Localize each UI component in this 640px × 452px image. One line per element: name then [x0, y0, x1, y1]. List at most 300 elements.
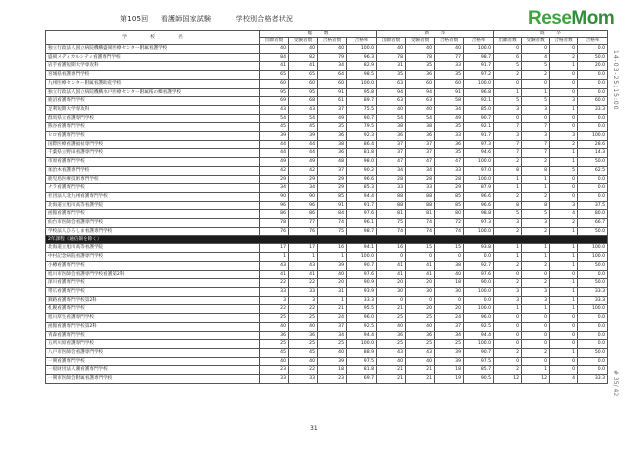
value-cell: 42: [260, 166, 289, 175]
value-cell: 33: [289, 287, 318, 296]
value-cell: 45: [289, 123, 318, 132]
value-cell: 0: [550, 71, 578, 80]
value-cell: 20: [406, 279, 435, 288]
value-cell: 42: [289, 166, 318, 175]
value-cell: 12: [494, 375, 522, 384]
table-row: [46, 253, 608, 262]
value-cell: 63: [377, 97, 406, 106]
value-cell: 75: [318, 227, 347, 236]
school-name-cell: 市原看護専門学校: [46, 158, 260, 167]
value-cell: 98.0: [347, 158, 377, 167]
value-cell: 0: [494, 79, 522, 88]
value-cell: 12: [522, 375, 550, 384]
value-cell: 90.7: [347, 261, 377, 270]
value-cell: 88: [377, 201, 406, 210]
school-name-cell: 札幌看護専門学校: [46, 305, 260, 314]
value-cell: 85.7: [464, 366, 494, 375]
value-cell: 77: [289, 219, 318, 228]
column-header: 合格者数: [435, 38, 464, 45]
value-cell: 35: [406, 62, 435, 71]
value-cell: 0.0: [578, 123, 608, 132]
value-cell: 100.0: [578, 305, 608, 314]
value-cell: 0: [550, 123, 578, 132]
value-cell: 44: [289, 140, 318, 149]
value-cell: 100.0: [347, 253, 377, 262]
value-cell: 3: [494, 132, 522, 141]
value-cell: 94.6: [464, 149, 494, 158]
value-cell: 0.0: [578, 79, 608, 88]
value-cell: 0: [550, 322, 578, 331]
value-cell: 82.9: [347, 62, 377, 71]
value-cell: 66.7: [578, 219, 608, 228]
value-cell: 68: [289, 97, 318, 106]
value-cell: 25: [406, 314, 435, 323]
value-cell: 30: [406, 287, 435, 296]
column-header: 合格率: [578, 38, 608, 45]
value-cell: 17: [260, 244, 289, 253]
school-name-cell: 学校法人ひろしま看護専門学校: [46, 227, 260, 236]
value-cell: 50.0: [578, 348, 608, 357]
value-cell: 37: [435, 322, 464, 331]
value-cell: 7: [522, 140, 550, 149]
group-label: 既: [540, 31, 545, 36]
value-cell: 25: [318, 340, 347, 349]
school-name-cell: 熊谷看護専門学校: [46, 123, 260, 132]
value-cell: 69.7: [347, 375, 377, 384]
value-cell: 33.3: [578, 287, 608, 296]
value-cell: 3: [494, 296, 522, 305]
value-cell: 20.0: [578, 62, 608, 71]
value-cell: 3: [550, 132, 578, 141]
value-cell: 0: [550, 192, 578, 201]
value-cell: 37: [318, 105, 347, 114]
table-body-3year: [46, 45, 608, 236]
value-cell: 96.6: [464, 192, 494, 201]
table-row: [46, 287, 608, 296]
table-row: [46, 53, 608, 62]
value-cell: 2: [494, 279, 522, 288]
value-cell: 91: [318, 88, 347, 97]
value-cell: 96: [289, 201, 318, 210]
school-name-cell: 仙台市医師会看護専門学校: [46, 219, 260, 228]
value-cell: 96.0: [347, 314, 377, 323]
value-cell: 31: [318, 287, 347, 296]
value-cell: 77: [435, 53, 464, 62]
value-cell: 94: [406, 88, 435, 97]
value-cell: 81.8: [347, 366, 377, 375]
value-cell: 100.0: [347, 79, 377, 88]
value-cell: 15: [435, 244, 464, 253]
value-cell: 98.8: [464, 210, 494, 219]
column-header: 合格率: [464, 38, 494, 45]
school-name-cell: 加治木看護専門学校: [46, 166, 260, 175]
table-row: [46, 192, 608, 201]
value-cell: 6: [494, 53, 522, 62]
value-cell: 3: [494, 105, 522, 114]
value-cell: 78: [377, 53, 406, 62]
school-name-cell: ナラ看護専門学校: [46, 184, 260, 193]
value-cell: 40: [406, 45, 435, 54]
value-cell: 30: [435, 287, 464, 296]
value-cell: 2: [522, 227, 550, 236]
value-cell: 34: [318, 62, 347, 71]
value-cell: 22: [260, 279, 289, 288]
value-cell: 33: [406, 184, 435, 193]
value-cell: 40: [318, 270, 347, 279]
value-cell: 20: [318, 279, 347, 288]
value-cell: 33: [289, 375, 318, 384]
table-row: [46, 270, 608, 279]
value-cell: 16: [318, 244, 347, 253]
value-cell: 29: [318, 184, 347, 193]
value-cell: 93.9: [347, 287, 377, 296]
value-cell: 2: [550, 53, 578, 62]
exam-subject: 看護師国家試験: [160, 15, 212, 23]
value-cell: 97.6: [347, 210, 377, 219]
table-row: [46, 45, 608, 54]
value-cell: 2: [494, 71, 522, 80]
value-cell: 41: [289, 62, 318, 71]
exam-number: 第105回: [120, 15, 149, 23]
value-cell: 3: [522, 105, 550, 114]
value-cell: 45: [289, 348, 318, 357]
value-cell: 1: [318, 296, 347, 305]
value-cell: 50.0: [578, 53, 608, 62]
value-cell: 88: [406, 201, 435, 210]
table-row: [46, 261, 608, 270]
value-cell: 81.8: [347, 149, 377, 158]
school-name-cell: 足利短期大学専攻科: [46, 105, 260, 114]
value-cell: 80: [435, 210, 464, 219]
value-cell: 4: [550, 375, 578, 384]
value-cell: 81: [377, 210, 406, 219]
value-cell: 33.3: [578, 296, 608, 305]
value-cell: 43: [406, 348, 435, 357]
value-cell: 0: [550, 45, 578, 54]
table-row: [46, 375, 608, 384]
value-cell: 37: [406, 140, 435, 149]
value-cell: 76: [289, 227, 318, 236]
value-cell: 18: [435, 366, 464, 375]
value-cell: 0.0: [578, 340, 608, 349]
value-cell: 91: [318, 201, 347, 210]
resemom-logo: [528, 8, 614, 30]
value-cell: 49: [260, 158, 289, 167]
value-cell: 40: [318, 348, 347, 357]
value-cell: 94.4: [347, 192, 377, 201]
table-row: [46, 201, 608, 210]
value-cell: 1: [494, 244, 522, 253]
value-cell: 85.3: [347, 184, 377, 193]
school-name-cell: 旭川厚生看護専門学校: [46, 314, 260, 323]
column-header: 受験者数: [406, 38, 435, 45]
value-cell: 7: [522, 123, 550, 132]
table-row: [46, 97, 608, 106]
value-cell: 1: [550, 62, 578, 71]
value-cell: 97.6: [464, 270, 494, 279]
value-cell: 7: [522, 149, 550, 158]
value-cell: 0: [494, 340, 522, 349]
table-row: [46, 244, 608, 253]
value-cell: 40: [289, 45, 318, 54]
table-row: [46, 357, 608, 366]
value-cell: 74: [406, 219, 435, 228]
value-cell: 0: [406, 296, 435, 305]
value-cell: 74: [406, 227, 435, 236]
value-cell: 39: [260, 132, 289, 141]
value-cell: 96: [260, 201, 289, 210]
value-cell: 1: [550, 287, 578, 296]
value-cell: 29: [318, 175, 347, 184]
value-cell: 90.2: [347, 166, 377, 175]
value-cell: 41: [406, 270, 435, 279]
table-header: [46, 31, 608, 45]
table-row: [46, 166, 608, 175]
value-cell: 1: [289, 253, 318, 262]
value-cell: 96.6: [464, 201, 494, 210]
value-cell: 21: [406, 366, 435, 375]
value-cell: 100.0: [464, 305, 494, 314]
value-cell: 47: [435, 158, 464, 167]
value-cell: 41: [260, 270, 289, 279]
table-row: [46, 184, 608, 193]
value-cell: 37.5: [578, 201, 608, 210]
column-header: 合格率: [347, 38, 377, 45]
value-cell: 1: [318, 253, 347, 262]
value-cell: 100.0: [464, 227, 494, 236]
group-label: 卒: [440, 31, 446, 36]
school-name-cell: 鹿児島医療技術専門学校: [46, 175, 260, 184]
table-row: [46, 88, 608, 97]
table-row: [46, 158, 608, 167]
value-cell: 0: [550, 366, 578, 375]
document-title: 学校別合格者状況: [235, 15, 294, 23]
value-cell: 88: [377, 192, 406, 201]
value-cell: 76: [260, 227, 289, 236]
value-cell: 40: [377, 357, 406, 366]
group-label: 数: [323, 31, 329, 36]
value-cell: 88: [406, 192, 435, 201]
value-cell: 25: [377, 314, 406, 323]
value-cell: 37: [318, 166, 347, 175]
value-cell: 41: [377, 270, 406, 279]
value-cell: 0: [550, 175, 578, 184]
value-cell: 40: [260, 322, 289, 331]
value-cell: 0.0: [578, 175, 608, 184]
value-cell: 43: [260, 105, 289, 114]
value-cell: 18: [318, 366, 347, 375]
value-cell: 3: [494, 219, 522, 228]
fax-page-note: # 35/ 42: [612, 370, 619, 397]
value-cell: 25: [260, 340, 289, 349]
school-name-cell: 宮城県看護専門学校: [46, 71, 260, 80]
value-cell: 2: [522, 279, 550, 288]
column-header: 合格者数: [318, 38, 347, 45]
value-cell: 0: [494, 45, 522, 54]
value-cell: 1: [494, 184, 522, 193]
school-name-cell: 独立行政法人国立病院機構盛岡医療センター附属看護学校: [46, 45, 260, 54]
value-cell: 0: [494, 322, 522, 331]
value-cell: 28: [406, 175, 435, 184]
school-name-cell: 一般財団法人潮看護専門学校: [46, 366, 260, 375]
value-cell: 0: [494, 314, 522, 323]
value-cell: 0: [522, 114, 550, 123]
value-cell: 25: [289, 340, 318, 349]
value-cell: 79.5: [347, 123, 377, 132]
value-cell: 34: [318, 331, 347, 340]
value-cell: 33.3: [578, 375, 608, 384]
logo-part-mom: Mom: [571, 8, 615, 29]
value-cell: 1: [550, 253, 578, 262]
value-cell: 0.0: [578, 71, 608, 80]
value-cell: 20: [377, 279, 406, 288]
value-cell: 0: [377, 253, 406, 262]
value-cell: 1: [550, 261, 578, 270]
value-cell: 74: [318, 219, 347, 228]
value-cell: 63: [377, 79, 406, 88]
value-cell: 0: [550, 314, 578, 323]
value-cell: 92.5: [347, 322, 377, 331]
value-cell: 94.4: [347, 331, 377, 340]
value-cell: 5: [522, 210, 550, 219]
value-cell: 20: [435, 305, 464, 314]
value-cell: 92.3: [347, 132, 377, 141]
value-cell: 8: [494, 201, 522, 210]
table-row: [46, 175, 608, 184]
table-row: [46, 314, 608, 323]
value-cell: 2: [494, 348, 522, 357]
value-cell: 98.7: [464, 53, 494, 62]
table-row: [46, 114, 608, 123]
table-row: [46, 322, 608, 331]
value-cell: 95.5: [347, 305, 377, 314]
school-name-cell: 独立行政法人国立病院機構水戸医療センター附属桜の郷看護学校: [46, 88, 260, 97]
table-row: [46, 149, 608, 158]
value-cell: 8: [494, 166, 522, 175]
value-cell: 60: [289, 79, 318, 88]
value-cell: 88.9: [347, 348, 377, 357]
value-cell: 48: [318, 158, 347, 167]
value-cell: 0.0: [464, 296, 494, 305]
value-cell: 33: [435, 62, 464, 71]
value-cell: 33.3: [347, 296, 377, 305]
value-cell: 35: [435, 123, 464, 132]
value-cell: 4: [522, 53, 550, 62]
value-cell: 3: [260, 296, 289, 305]
table-row: [46, 340, 608, 349]
value-cell: 2: [522, 192, 550, 201]
value-cell: 38: [435, 261, 464, 270]
value-cell: 2: [522, 261, 550, 270]
value-cell: 37: [377, 140, 406, 149]
group-new-header: [377, 31, 494, 38]
table-row: [46, 210, 608, 219]
value-cell: 18: [435, 279, 464, 288]
table-row: [46, 62, 608, 71]
school-name-cell: 深川看護専門学校: [46, 279, 260, 288]
value-cell: 95: [289, 88, 318, 97]
value-cell: 50.0: [578, 227, 608, 236]
value-cell: 16: [377, 244, 406, 253]
value-cell: 33.3: [578, 105, 608, 114]
table-row: [46, 348, 608, 357]
value-cell: 0.0: [578, 322, 608, 331]
value-cell: 36: [406, 71, 435, 80]
value-cell: 84: [260, 53, 289, 62]
value-cell: 39: [435, 357, 464, 366]
value-cell: 44: [260, 140, 289, 149]
value-cell: 86: [260, 210, 289, 219]
value-cell: 100.0: [464, 45, 494, 54]
value-cell: 40: [260, 357, 289, 366]
value-cell: 86.4: [347, 140, 377, 149]
value-cell: 50.0: [578, 158, 608, 167]
value-cell: 36: [318, 149, 347, 158]
value-cell: 3: [522, 296, 550, 305]
school-name-cell: 釧路看護専門学校第2科: [46, 296, 260, 305]
value-cell: 0: [522, 340, 550, 349]
value-cell: 44: [289, 149, 318, 158]
value-cell: 95.8: [347, 88, 377, 97]
value-cell: 100.0: [464, 175, 494, 184]
school-name-cell: 千葉県立野田看護専門学校: [46, 149, 260, 158]
group-total-header: [260, 31, 377, 38]
value-cell: 1: [550, 158, 578, 167]
value-cell: 54: [377, 114, 406, 123]
value-cell: 90.7: [347, 114, 377, 123]
table-row: [46, 305, 608, 314]
value-cell: 0: [522, 79, 550, 88]
group-label: 新: [424, 31, 430, 36]
school-name-cell: 盛岡メディカルシティ看護専門学校: [46, 53, 260, 62]
value-cell: 85.0: [464, 105, 494, 114]
value-cell: 39: [435, 348, 464, 357]
value-cell: 20: [406, 305, 435, 314]
value-cell: 0: [522, 331, 550, 340]
value-cell: 49: [435, 114, 464, 123]
value-cell: 96.6: [347, 175, 377, 184]
value-cell: 74: [435, 227, 464, 236]
value-cell: 40: [377, 45, 406, 54]
value-cell: 25: [435, 340, 464, 349]
school-name-cell: 小樽看護専門学校: [46, 261, 260, 270]
school-name-cell: 一関市医師会附属看護専門学校: [46, 375, 260, 384]
value-cell: 40: [377, 322, 406, 331]
value-cell: 41: [406, 261, 435, 270]
value-cell: 0: [522, 322, 550, 331]
value-cell: 1: [522, 244, 550, 253]
value-cell: 1: [550, 149, 578, 158]
value-cell: 1: [522, 253, 550, 262]
value-cell: 34: [377, 166, 406, 175]
value-cell: 43: [289, 105, 318, 114]
school-name-cell: 北海道立旭川高等看護学院: [46, 244, 260, 253]
school-name-cell: 九州医療センター附属看護助産学校: [46, 79, 260, 88]
value-cell: 96.8: [464, 88, 494, 97]
value-cell: 0: [494, 114, 522, 123]
value-cell: 21: [318, 305, 347, 314]
value-cell: 2: [494, 158, 522, 167]
school-name-cell: 函館看護専門学校: [46, 210, 260, 219]
value-cell: 86: [289, 210, 318, 219]
value-cell: 5: [550, 166, 578, 175]
value-cell: 7: [494, 123, 522, 132]
value-cell: 2: [522, 71, 550, 80]
value-cell: 100.0: [347, 45, 377, 54]
school-name-cell: 北海道立旭川高等看護学院: [46, 201, 260, 210]
value-cell: 35: [377, 71, 406, 80]
value-cell: 78: [260, 219, 289, 228]
